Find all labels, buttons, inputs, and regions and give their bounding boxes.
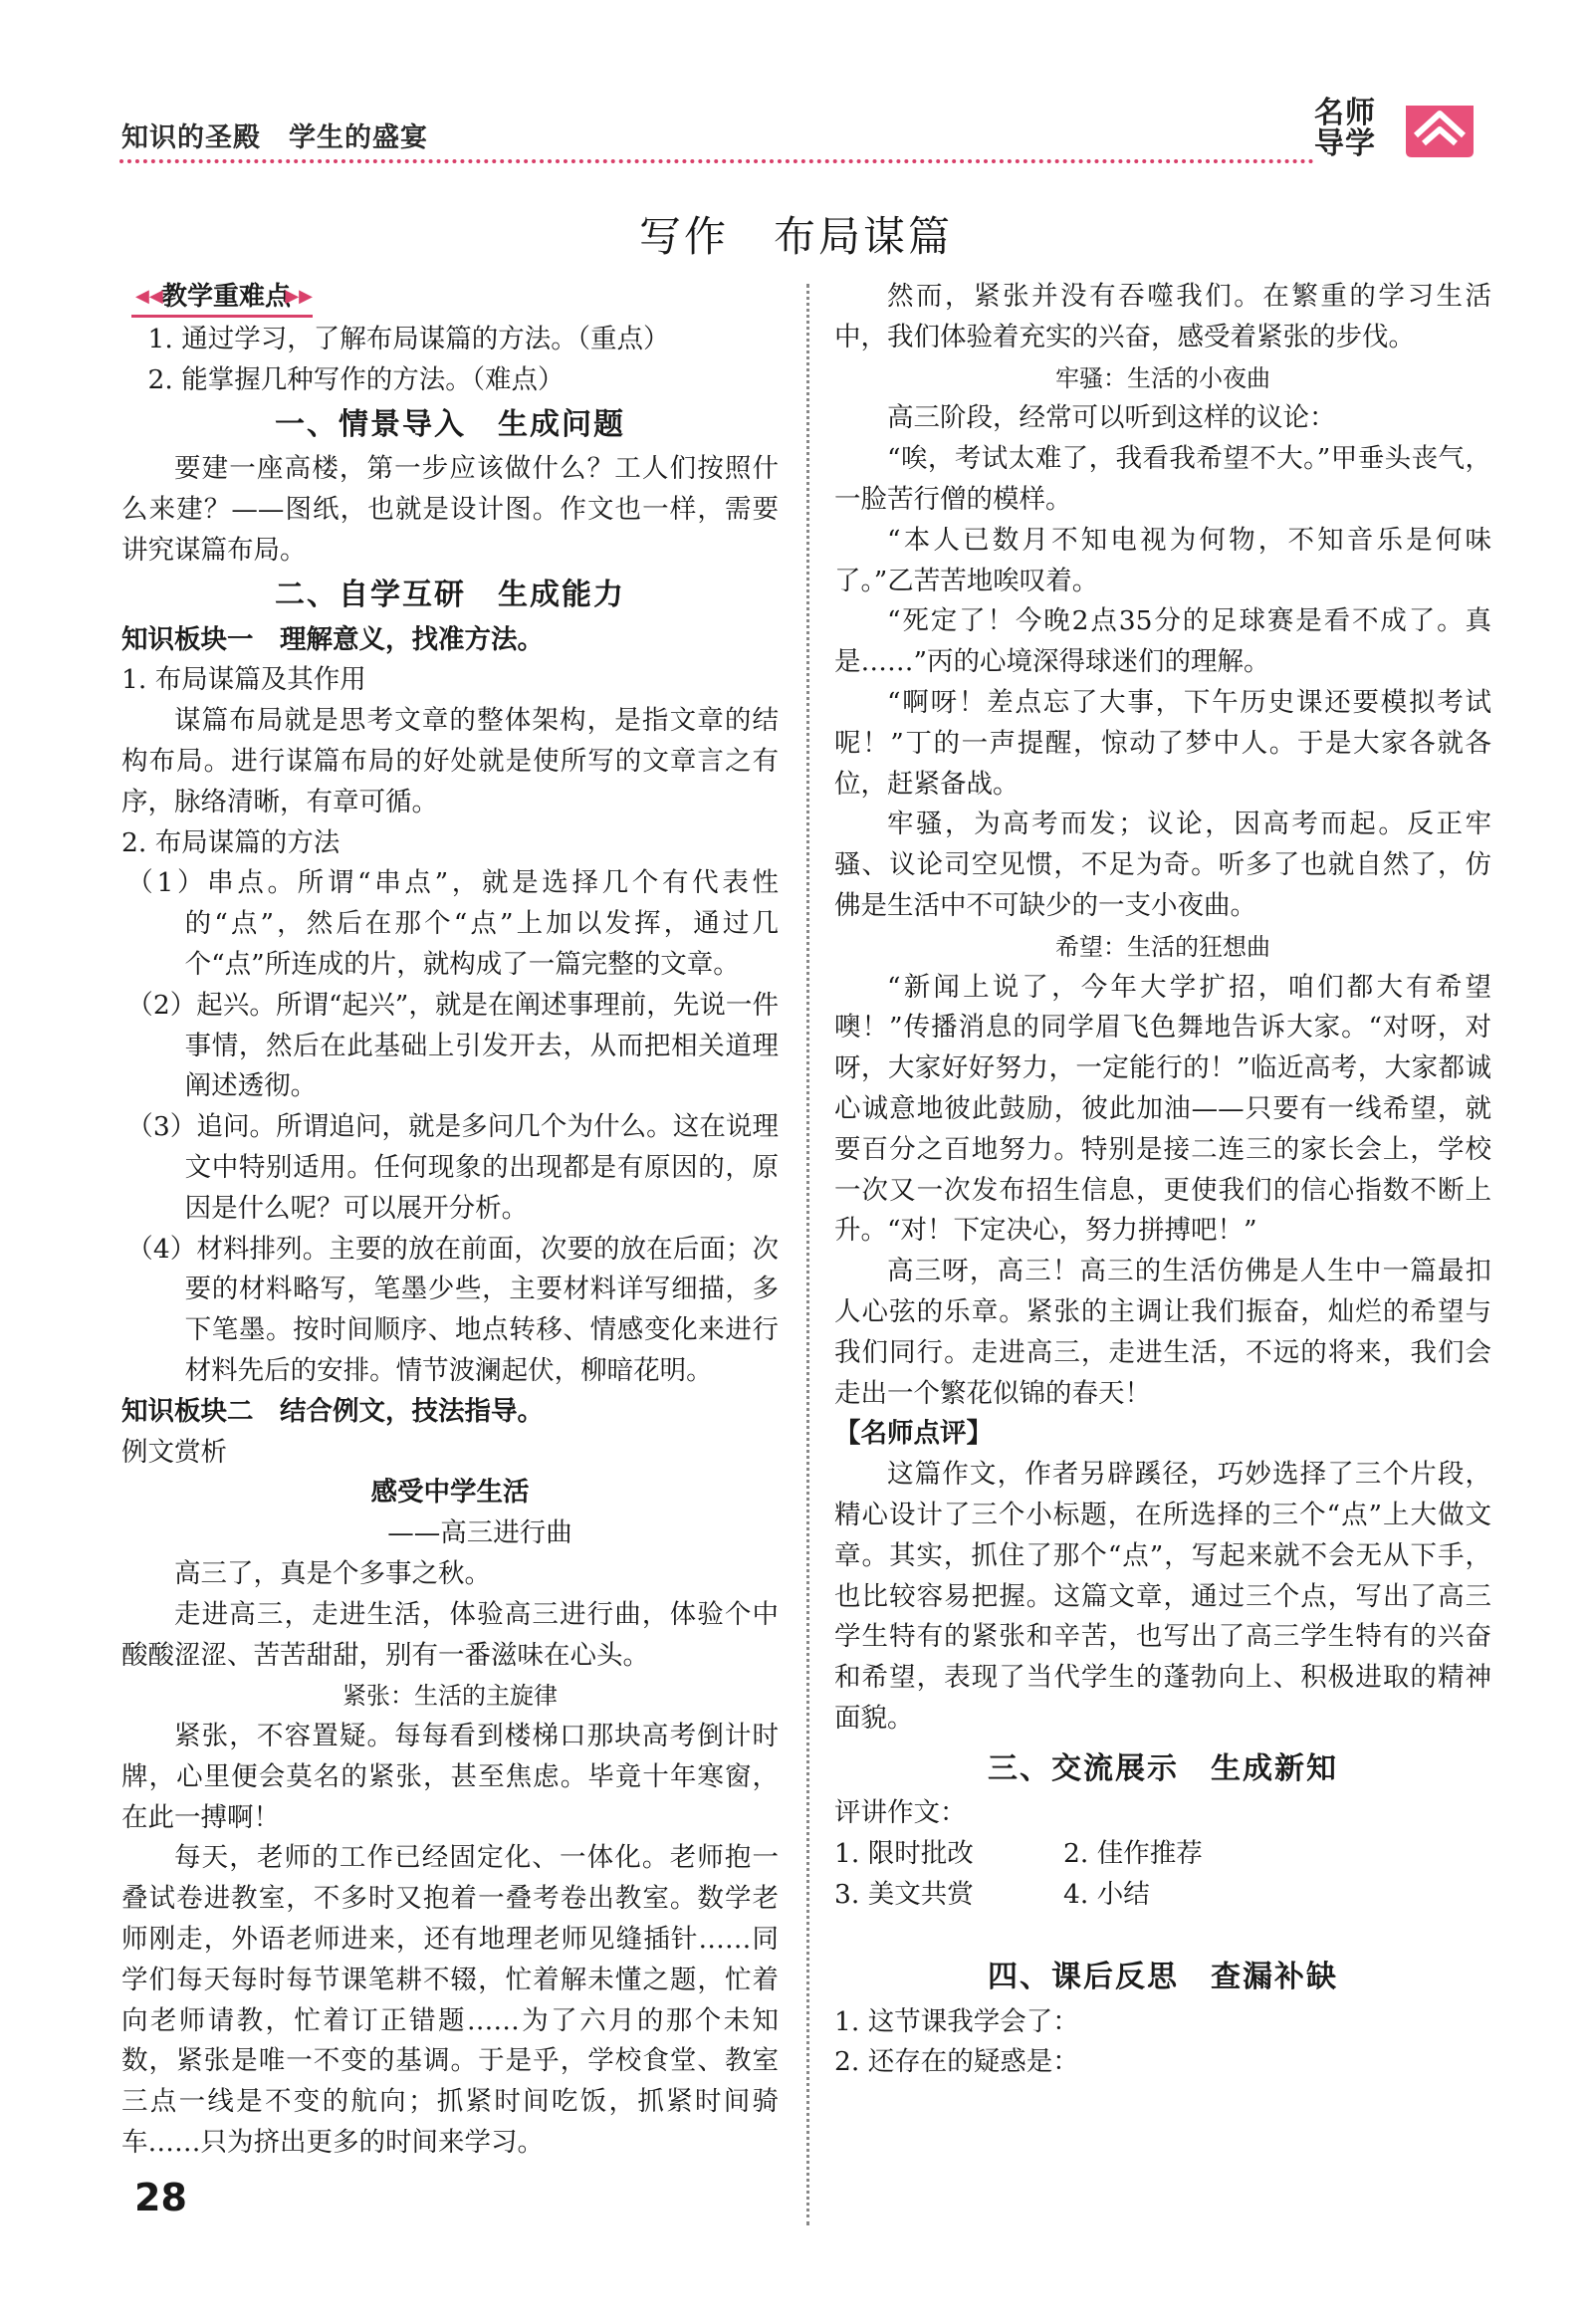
essay-paragraph: 紧张，不容置疑。每每看到楼梯口那块高考倒计时牌，心里便会莫名的紧张，甚至焦虑。毕竟十年寒窗，在此一搏啊！ [121, 1721, 779, 1833]
goal-2: 2. 能掌握几种写作的方法。（难点） [147, 363, 565, 395]
method-2: （2）起兴。所谓“起兴”，就是在阐述事理前，先说一件事情，然后在此基础上引发开去，从而把相关道理阐述透彻。 [126, 989, 779, 1102]
example-label: 例文赏析 [121, 1436, 227, 1468]
review-step: 3. 美文共赏 [834, 1879, 974, 1911]
review-steps-row [834, 1834, 1491, 1875]
method-3: （3）追问。所谓追问，就是多问几个为什么。这在说理文中特别适用。任何现象的出现都是有原因的，原因是什么呢？可以展开分析。 [126, 1111, 779, 1224]
section-3-title: 三、交流展示 生成新知 [988, 1750, 1338, 1786]
brand-name: 名师导学 [1314, 96, 1376, 161]
section-1-text: 要建一座高楼，第一步应该做什么？工人们按照什么来建？——图纸，也就是设计图。作文也一样，需要讲究谋篇布局。 [121, 453, 779, 566]
essay-subheading: 希望：生活的狂想曲 [1055, 932, 1270, 961]
essay-paragraph: 高三阶段，经常可以听到这样的议论： [887, 402, 1336, 434]
teacher-comment-label: 【名师点评】 [834, 1418, 993, 1450]
section-2-title: 二、自学互研 生成能力 [275, 577, 625, 612]
brand [1314, 98, 1483, 165]
review-step: 1. 限时批改 [834, 1838, 974, 1870]
page-number: 28 [134, 2176, 187, 2219]
badge-arrow-right-icon: ▶▶ [285, 286, 314, 307]
heading-2: 2. 布局谋篇的方法 [121, 826, 341, 858]
essay-paragraph: 走进高三，走进生活，体验高三进行曲，体验个中酸酸涩涩、苦苦甜甜，别有一番滋味在心头。 [121, 1598, 779, 1671]
review-label: 评讲作文： [834, 1797, 967, 1829]
essay-paragraph: 每天，老师的工作已经固定化、一体化。老师抱一叠试卷进教室，不多时又抱着一叠考卷出教室。数学老师刚走，外语老师进来，还有地理老师见缝插针……同学们每天每时每节课笔耕不辍，忙着解未懂之题，忙着向老师请教，忙着订正错题……为了六月的那个未知数，紧张是唯一不变的基调。于是乎，学校食堂、教室三点一线是不变的航向；抓紧时间吃饭，抓紧时间骑车……只为挤出更多的时间来学习。 [121, 1842, 779, 2159]
review-step: 2. 佳作推荐 [1063, 1838, 1203, 1870]
teacher-comment: 这篇作文，作者另辟蹊径，巧妙选择了三个片段，精心设计了三个小标题，在所选择的三个“点”上大做文章。其实，抓住了那个“点”，写起来就不会无从下手，也比较容易把握。这篇文章，通过三个点，写出了高三学生特有的紧张和辛苦，也写出了高三学生特有的兴奋和希望，表现了当代学生的蓬勃向上、积极进取的精神面貌。 [834, 1459, 1491, 1734]
column-divider [806, 284, 809, 2225]
reflection-item: 2. 还存在的疑惑是： [834, 2046, 1079, 2078]
heading-1-text: 谋篇布局就是思考文章的整体架构，是指文章的结构布局。进行谋篇布局的好处就是使所写的文章言之有序，脉络清晰，有章可循。 [121, 705, 779, 817]
knowledge-block-2: 知识板块二 结合例文，技法指导。 [121, 1395, 544, 1427]
essay-paragraph: 牢骚，为高考而发；议论，因高考而起。反正牢骚、议论司空见惯，不足为奇。听多了也就自然了，仿佛是生活中不可缺少的一支小夜曲。 [834, 809, 1491, 921]
essay-paragraph: 高三了，真是个多事之秋。 [174, 1557, 491, 1589]
method-4: （4）材料排列。主要的放在前面，次要的放在后面；次要的材料略写，笔墨少些，主要材料详写细描，多下笔墨。按时间顺序、地点转移、情感变化来进行材料先后的安排。情节波澜起伏，柳暗花明。 [126, 1233, 779, 1386]
essay-paragraph: 高三呀，高三！高三的生活仿佛是人生中一篇最扣人心弦的乐章。紧张的主调让我们振奋，灿烂的希望与我们同行。走进高三，走进生活，不远的将来，我们会走出一个繁花似锦的春天！ [834, 1256, 1491, 1409]
page-title: 写作 布局谋篇 [638, 212, 953, 261]
essay-title: 感受中学生活 [370, 1477, 530, 1509]
header-divider [119, 159, 1314, 163]
key-points-badge: ◀◀ 教学重难点 ▶▶ [131, 279, 313, 318]
essay-paragraph: “啊呀！差点忘了大事，下午历史课还要模拟考试呢！”丁的一声提醒，惊动了梦中人。于是大家各就各位，赶紧备战。 [834, 686, 1491, 800]
section-4-title: 四、课后反思 查漏补缺 [988, 1959, 1338, 1994]
knowledge-block-1: 知识板块一 理解意义，找准方法。 [121, 623, 544, 655]
goal-1: 1. 通过学习，了解布局谋篇的方法。（重点） [147, 324, 670, 354]
review-steps-row [834, 1875, 1491, 1916]
essay-paragraph: “死定了！今晚2点35分的足球赛是看不成了。真是……”丙的心境深得球迷们的理解。 [834, 605, 1491, 678]
section-1-title: 一、情景导入 生成问题 [275, 406, 625, 442]
brand-logo-icon [1400, 100, 1479, 161]
essay-paragraph: 然而，紧张并没有吞噬我们。在繁重的学习生活中，我们体验着充实的兴奋，感受着紧张的步伐。 [834, 281, 1491, 352]
essay-paragraph: “本人已数月不知电视为何物，不知音乐是何味了。”乙苦苦地唉叹着。 [834, 524, 1491, 596]
essay-subtitle: ——高三进行曲 [387, 1517, 572, 1549]
header-slogan: 知识的圣殿 学生的盛宴 [121, 122, 428, 153]
badge-arrow-left-icon: ◀◀ [135, 286, 163, 307]
reflection-item: 1. 这节课我学会了： [834, 2005, 1079, 2037]
essay-subheading: 紧张：生活的主旋律 [342, 1682, 558, 1711]
method-1: （1）串点。所谓“串点”，就是选择几个有代表性的“点”，然后在那个“点”上加以发挥，通过几个“点”所连成的片，就构成了一篇完整的文章。 [126, 867, 779, 980]
review-step: 4. 小结 [1063, 1879, 1150, 1911]
essay-paragraph: “新闻上说了，今年大学扩招，咱们都大有希望噢！”传播消息的同学眉飞色舞地告诉大家。“对呀，对呀，大家好好努力，一定能行的！”临近高考，大家都诚心诚意地彼此鼓励，彼此加油——只要有一线希望，就要百分之百地努力。特别是接二连三的家长会上，学校一次又一次发布招生信息，更使我们的信心指数不断上升。“对！下定决心，努力拼搏吧！” [834, 971, 1491, 1247]
heading-1: 1. 布局谋篇及其作用 [121, 664, 366, 696]
left-column [121, 277, 779, 2164]
essay-subheading: 牢骚：生活的小夜曲 [1055, 363, 1270, 392]
essay-paragraph: “唉，考试太难了，我看我希望不大。”甲垂头丧气，一脸苦行僧的模样。 [834, 443, 1491, 515]
right-column [834, 277, 1491, 2083]
